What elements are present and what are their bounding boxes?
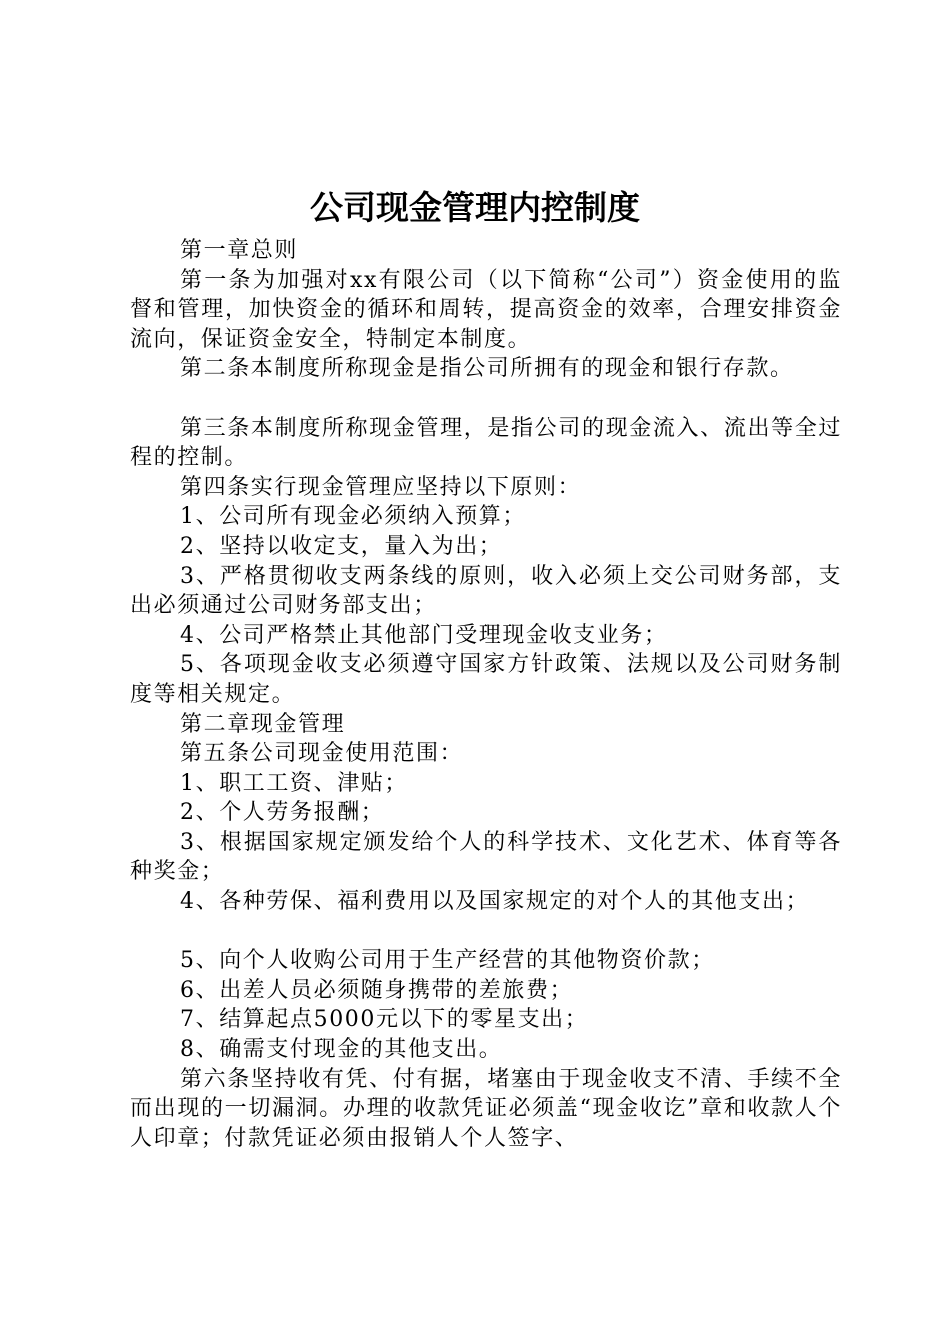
document-title: 公司现金管理内控制度	[310, 188, 640, 227]
list-item: 4、各种劳保、福利费用以及国家规定的对个人的其他支出；	[180, 889, 810, 915]
article-paragraph: 第六条坚持收有凭、付有据，堵塞由于现金收支不清、手续不全而出现的一切漏洞。办理的收款凭证必须盖“现金收讫”章和收款人个人印章；付款凭证必须由报销人个人签字、	[130, 1066, 842, 1151]
document-body	[130, 236, 842, 1153]
list-item: 2、坚持以收定支，量入为出；	[180, 533, 503, 559]
list-item: 6、出差人员必须随身携带的差旅费；	[180, 977, 574, 1003]
article-paragraph: 第五条公司现金使用范围：	[180, 741, 464, 767]
list-item: 2、个人劳务报酬；	[180, 800, 385, 826]
chapter-heading: 第二章现金管理	[180, 711, 346, 737]
list-item: 1、职工工资、津贴；	[180, 770, 408, 796]
list-item: 5、各项现金收支必须遵守国家方针政策、法规以及公司财务制度等相关规定。	[130, 652, 842, 707]
list-item: 1、公司所有现金必须纳入预算；	[180, 504, 526, 530]
article-paragraph: 第一条为加强对xx有限公司（以下简称“公司”）资金使用的监督和管理，加快资金的循环和周转，提高资金的效率，合理安排资金流向，保证资金安全，特制定本制度。	[130, 267, 842, 352]
list-item: 3、根据国家规定颁发给个人的科学技术、文化艺术、体育等各种奖金；	[130, 829, 842, 885]
list-item: 3、严格贯彻收支两条线的原则，收入必须上交公司财务部，支出必须通过公司财务部支出；	[130, 563, 842, 619]
article-paragraph: 第四条实行现金管理应坚持以下原则：	[180, 474, 582, 500]
list-item: 5、向个人收购公司用于生产经营的其他物资价款；	[180, 948, 715, 974]
article-paragraph: 第二条本制度所称现金是指公司所拥有的现金和银行存款。	[180, 356, 794, 382]
list-item: 8、确需支付现金的其他支出。	[180, 1037, 503, 1063]
article-paragraph: 第三条本制度所称现金管理，是指公司的现金流入、流出等全过程的控制。	[130, 415, 842, 471]
chapter-heading: 第一章总则	[180, 238, 299, 263]
list-item: 7、结算起点5000元以下的零星支出；	[180, 1007, 589, 1033]
list-item: 4、公司严格禁止其他部门受理现金收支业务；	[180, 622, 668, 648]
